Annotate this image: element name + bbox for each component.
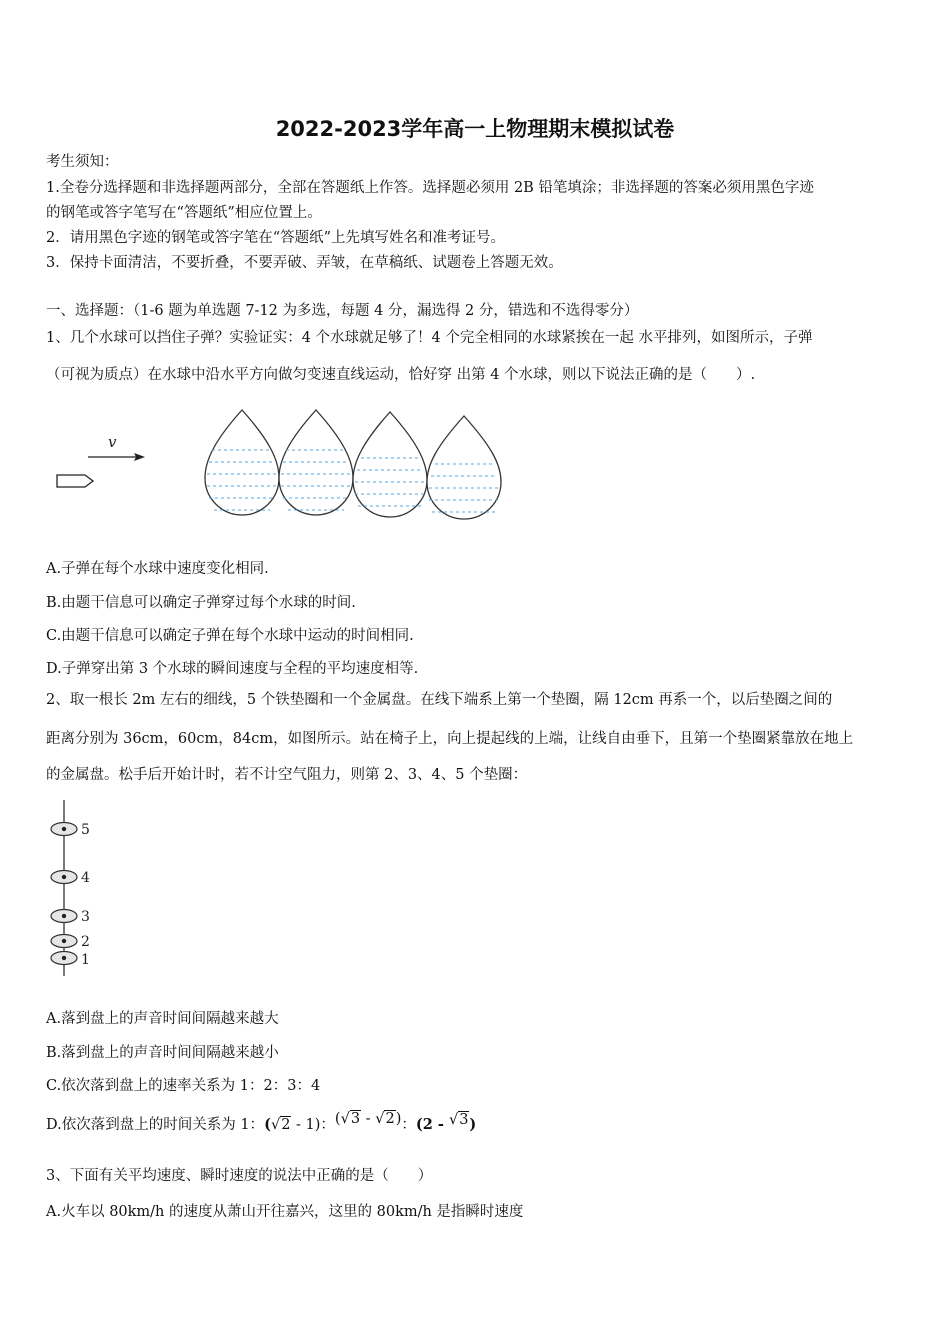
question-2-text: 的金属盘。松手后开始计时，若不计空气阻力，则第 2、3、4、5 个垫圈： — [46, 767, 528, 783]
ratio-separator: ： — [401, 1117, 416, 1133]
math-text: - — [361, 1111, 376, 1127]
notice-heading: 考生须知： — [46, 154, 119, 170]
water-ball — [427, 416, 501, 519]
notice-item: 的钢笔或答字笔写在“答题纸”相应位置上。 — [46, 205, 322, 221]
question-1-text: 1、几个水球可以挡住子弹？实验证实：4 个水球就足够了！4 个完全相同的水球紧挨在一起 水平排列，如图所示，子弹 — [46, 330, 813, 346]
question-3-option: A.火车以 80km/h 的速度从萧山开往嘉兴，这里的 80km/h 是指瞬时速度 — [46, 1204, 524, 1220]
velocity-label: v — [108, 433, 117, 451]
math-text: - 1) — [291, 1117, 321, 1133]
ratio-separator: ： — [320, 1117, 335, 1133]
question-1-option: A.子弹在每个水球中速度变化相同. — [46, 561, 269, 577]
radicand: 3 — [350, 1111, 361, 1127]
sqrt-expression: √2 — [270, 1117, 291, 1133]
page-title: 2022-2023学年高一上物理期末模拟试卷 — [275, 117, 675, 141]
radicand: 2 — [385, 1111, 395, 1127]
washer-label: 4 — [81, 870, 90, 886]
radicand: 2 — [281, 1117, 291, 1133]
washer-label: 1 — [81, 952, 90, 968]
washer — [51, 952, 77, 965]
washer — [51, 910, 77, 923]
question-2-option-d — [46, 1113, 476, 1134]
velocity-arrow — [88, 453, 145, 461]
washer — [51, 823, 77, 836]
sqrt-expression: √3 — [340, 1111, 361, 1127]
option-d-prefix: D.依次落到盘上的时间关系为 1： — [46, 1117, 265, 1133]
sqrt-expression: √3 — [448, 1112, 469, 1128]
question-1-option: D.子弹穿出第 3 个水球的瞬间速度与全程的平均速度相等. — [46, 661, 419, 677]
notice-item: 3．保持卡面清洁，不要折叠，不要弄破、弄皱，在草稿纸、试题卷上答题无效。 — [46, 255, 563, 271]
paren: ) — [469, 1116, 477, 1133]
washer — [51, 871, 77, 884]
washer-label: 3 — [81, 909, 90, 925]
sqrt-group — [335, 1111, 401, 1127]
section-heading: 一、选择题：（1-6 题为单选题 7-12 为多选，每题 4 分，漏选得 2 分，错选和不选得零分） — [46, 303, 639, 319]
bullet-icon — [57, 475, 93, 487]
radicand: 3 — [459, 1112, 469, 1128]
sqrt-expression: √2 — [375, 1111, 395, 1127]
question-2-option: A.落到盘上的声音时间间隔越来越大 — [46, 1011, 279, 1027]
washer-label: 5 — [81, 822, 90, 838]
question-2-text: 2、取一根长 2m 左右的细线，5 个铁垫圈和一个金属盘。在线下端系上第一个垫圈，隔 12cm 再系一个，以后垫圈之间的 — [46, 692, 833, 708]
notice-item: 2．请用黑色字迹的钢笔或答字笔在“答题纸”上先填写姓名和准考证号。 — [46, 230, 506, 246]
washer-label: 2 — [81, 934, 90, 950]
question-2-text: 距离分别为 36cm，60cm，84cm，如图所示。站在椅子上，向上提起线的上端，让线自由垂下，且第一个垫圈紧靠放在地上 — [46, 731, 854, 747]
water-ball — [353, 412, 427, 517]
question-2-option: C.依次落到盘上的速率关系为 1：2：3：4 — [46, 1078, 321, 1094]
washers-figure — [44, 798, 114, 980]
question-1-text: （可视为质点）在水球中沿水平方向做匀变速直线运动，恰好穿 出第 4 个水球，则以下说法正确的是（ ）. — [46, 367, 756, 383]
question-2-option: B.落到盘上的声音时间间隔越来越小 — [46, 1045, 279, 1061]
question-3-text: 3、下面有关平均速度、瞬时速度的说法中正确的是（ ） — [46, 1168, 433, 1184]
notice-item: 1.全卷分选择题和非选择题两部分，全部在答题纸上作答。选择题必须用 2B 铅笔填涂；非选择题的答案必须用黑色字迹 — [46, 180, 814, 196]
paren: ( — [264, 1116, 271, 1133]
washer — [51, 935, 77, 948]
math-text: (2 - — [415, 1116, 449, 1133]
water-balls-figure — [50, 400, 520, 535]
question-1-option: C.由题干信息可以确定子弹在每个水球中运动的时间相同. — [46, 628, 414, 644]
paren: ( — [334, 1111, 341, 1127]
paren: ) — [395, 1111, 402, 1127]
question-1-option: B.由题干信息可以确定子弹穿过每个水球的时间. — [46, 595, 356, 611]
